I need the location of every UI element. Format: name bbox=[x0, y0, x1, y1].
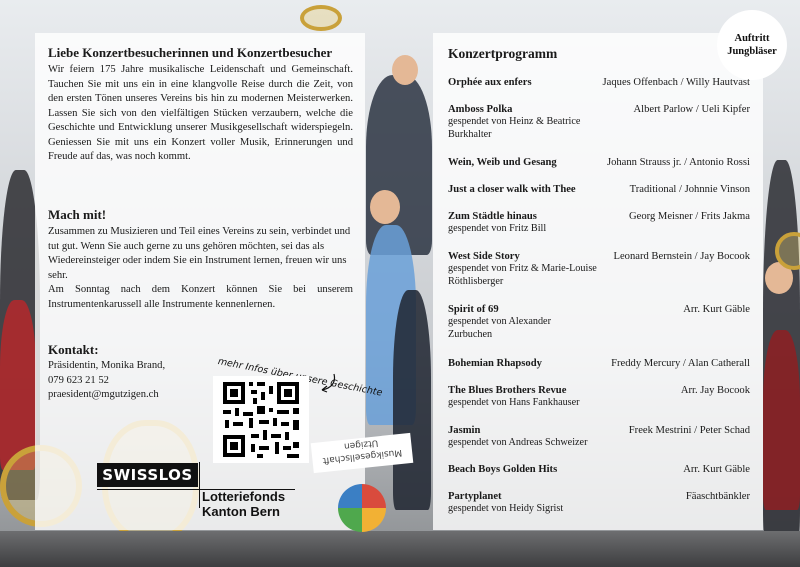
program-item-title: Beach Boys Golden Hits bbox=[448, 464, 558, 475]
program-item bbox=[448, 250, 750, 288]
program-item-composer: Johann Strauss jr. / Antonio Rossi bbox=[606, 157, 750, 168]
program-item-title: Orphée aux enfers bbox=[448, 77, 532, 88]
program-item-donor: gespendet von Alexander Zurbuchen bbox=[448, 316, 551, 340]
qr-code[interactable] bbox=[213, 376, 309, 463]
program-item-title: Wein, Weib und Gesang bbox=[448, 157, 557, 168]
program-item-composer: Traditional / Johnnie Vinson bbox=[629, 184, 750, 195]
sponsor-line-1: Lotteriefonds bbox=[202, 489, 286, 504]
kontakt-title: Kontakt: bbox=[48, 342, 99, 357]
qr-caption: mehr Infos über unsere Geschichte bbox=[216, 356, 384, 399]
program-item-composer: Fäaschtbänkler bbox=[685, 491, 750, 502]
mach-mit-title: Mach mit! bbox=[48, 207, 107, 222]
program-item-composer: Georg Meisner / Frits Jakma bbox=[628, 211, 750, 222]
program-item-title: The Blues Brothers Revue bbox=[448, 385, 567, 396]
sticker-text: Musikgesellschaft Utzigen bbox=[322, 437, 403, 466]
greeting-title: Liebe Konzertbesucherinnen und Konzertbesucher bbox=[48, 45, 333, 60]
program-item-composer: Jaques Offenbach / Willy Hautvast bbox=[602, 77, 750, 88]
program-item-composer: Arr. Jay Bocook bbox=[680, 385, 750, 396]
program-item-title: Amboss Polka bbox=[448, 104, 513, 115]
program-item-donor: gespendet von Fritz Bill bbox=[448, 223, 547, 234]
program-item bbox=[448, 76, 750, 89]
program-item bbox=[448, 424, 750, 450]
badge-line-2: Jungbläser bbox=[727, 46, 777, 57]
kontakt-phone: 079 623 21 52 bbox=[48, 374, 109, 386]
program-item-composer: Arr. Kurt Gäble bbox=[683, 464, 750, 475]
program-item-title: Partyplanet bbox=[448, 491, 502, 502]
program-item-donor: gespendet von Andreas Schweizer bbox=[448, 437, 588, 448]
curved-arrow-icon bbox=[318, 372, 340, 394]
sponsor-divider bbox=[199, 462, 200, 508]
greeting-text: Wir feiern 175 Jahre musikalische Leidenschaft und Gemeinschaft. Tauchen Sie mit uns ein in eine klangvolle Reise durch die Zeit, von den ersten Tönen unseres Vereins bis hin zu modernen Meisterwerken. Lassen Sie sich von den vielfältigen Stücken verzaubern, welche die Geschichte und Entwicklung unserer Musikgesellschaft widerspiegeln. Geniessen Sie mit uns ein Konzert voller Musik, Erinnerungen und Freude auf das, was noch kommt. bbox=[48, 64, 353, 162]
program-item-title: Spirit of 69 bbox=[448, 304, 499, 315]
swisslos-logo: SWISSLOS bbox=[97, 463, 198, 487]
program-item bbox=[448, 384, 750, 410]
program-item-composer: Freek Mestrini / Peter Schad bbox=[628, 425, 750, 436]
badge-line-1: Auftritt bbox=[734, 33, 770, 44]
program-item bbox=[448, 357, 750, 370]
program-item-title: Just a closer walk with Thee bbox=[448, 184, 576, 195]
program-item-title: Zum Städtle hinaus bbox=[448, 211, 537, 222]
program-item bbox=[448, 156, 750, 169]
program-item-donor: gespendet von Heinz & Beatrice Burkhalter bbox=[448, 116, 581, 140]
program-item-donor: gespendet von Fritz & Marie-Louise Röthlisberger bbox=[448, 263, 597, 287]
mach-mit-paragraph-1: Zusammen zu Musizieren und Teil eines Vereins zu sein, verbindet und tut gut. Wenn Sie auch gerne zu uns gehören möchten, sei das als Wiedereinsteiger oder indem Sie ein Instrument lernen, freuen wir uns sehr. bbox=[48, 226, 351, 281]
program-item bbox=[448, 210, 750, 236]
program-item-donor: gespendet von Heidy Sigrist bbox=[448, 503, 564, 514]
sponsor-line-2: Kanton Bern bbox=[202, 504, 280, 519]
program-item-title: West Side Story bbox=[448, 251, 520, 262]
kontakt-block bbox=[48, 359, 208, 403]
program-item bbox=[448, 103, 750, 141]
program-item-composer: Arr. Kurt Gäble bbox=[683, 304, 750, 315]
program-item-donor: gespendet von Hans Fankhauser bbox=[448, 397, 580, 408]
kontakt-email[interactable]: praesident@mgutzigen.ch bbox=[48, 389, 159, 400]
program-item bbox=[448, 463, 750, 476]
program-item-composer: Albert Parlow / Ueli Kipfer bbox=[633, 104, 750, 115]
program-item-title: Jasmin bbox=[448, 425, 481, 436]
program-item bbox=[448, 183, 750, 196]
kontakt-name: Präsidentin, Monika Brand, bbox=[48, 360, 166, 371]
jungblaeser-badge bbox=[717, 10, 787, 80]
program-item-composer: Freddy Mercury / Alan Catherall bbox=[611, 358, 750, 369]
mach-mit-paragraph-2: Am Sonntag nach dem Konzert können Sie bei unserem Instrumentenkarussell alle Instrumente kennenlernen. bbox=[48, 284, 353, 310]
program-item-title: Bohemian Rhapsody bbox=[448, 358, 542, 369]
program-item bbox=[448, 490, 750, 516]
mach-mit-text bbox=[48, 225, 353, 312]
band-logo-icon bbox=[338, 484, 386, 532]
program-title: Konzertprogramm bbox=[448, 46, 558, 61]
program-item bbox=[448, 303, 750, 341]
program-item-composer: Leonard Bernstein / Jay Bocook bbox=[613, 251, 750, 262]
